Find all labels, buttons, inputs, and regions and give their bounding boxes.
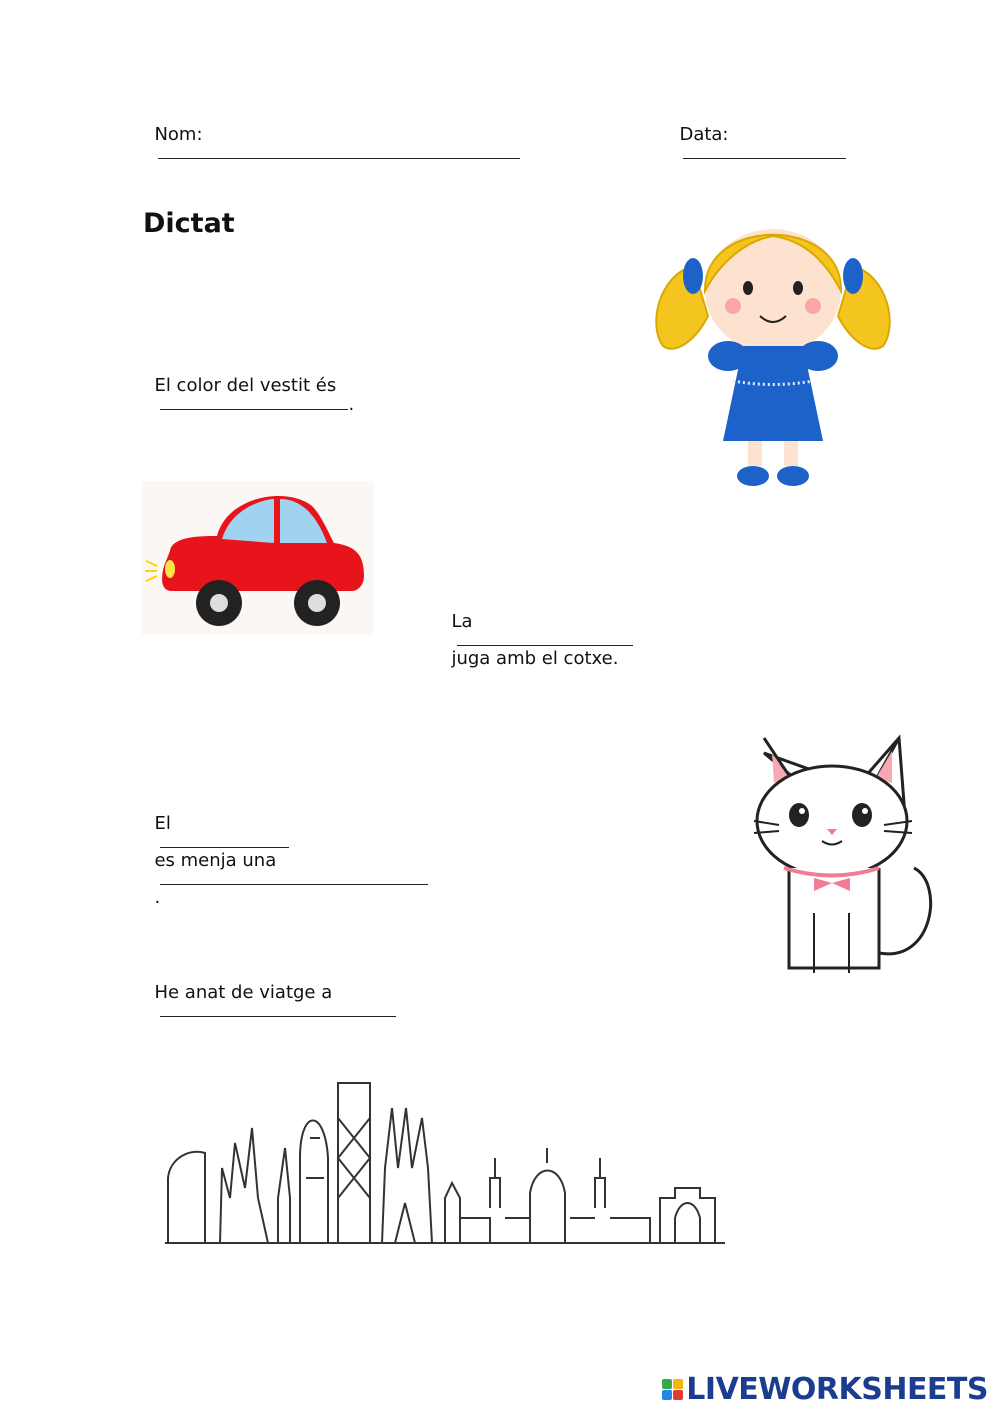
logo-text: LIVEWORKSHEETS bbox=[686, 1372, 988, 1407]
sentence-4-blank[interactable] bbox=[160, 1002, 396, 1017]
sentence-2 bbox=[440, 595, 639, 668]
date-label: Data: bbox=[679, 124, 729, 145]
sentence-3-start: El bbox=[154, 813, 171, 834]
girl-illustration bbox=[648, 196, 898, 494]
sentence-4 bbox=[143, 966, 396, 1021]
sentence-1-end: . bbox=[348, 394, 355, 415]
sentence-3-end: . bbox=[154, 887, 161, 908]
name-field-row bbox=[143, 108, 520, 163]
sentence-3-middle: es menja una bbox=[154, 850, 277, 871]
name-blank[interactable] bbox=[158, 144, 520, 159]
sentence-2-blank[interactable] bbox=[457, 631, 633, 646]
sentence-3 bbox=[143, 797, 436, 907]
sentence-1 bbox=[143, 359, 354, 414]
liveworksheets-logo[interactable] bbox=[662, 1372, 988, 1407]
logo-badge-icon bbox=[662, 1379, 683, 1400]
sentence-2-start: La bbox=[451, 611, 473, 632]
sentence-1-blank[interactable] bbox=[160, 395, 348, 410]
car-illustration bbox=[142, 481, 374, 635]
sentence-3-blank-2[interactable] bbox=[160, 870, 428, 885]
date-blank[interactable] bbox=[683, 144, 846, 159]
skyline-illustration bbox=[160, 1078, 726, 1248]
sentence-4-start: He anat de viatge a bbox=[154, 982, 333, 1003]
name-label: Nom: bbox=[154, 124, 203, 145]
date-field-row bbox=[668, 108, 846, 163]
cat-illustration bbox=[744, 733, 944, 983]
sentence-1-start: El color del vestit és bbox=[154, 375, 337, 396]
sentence-2-end: juga amb el cotxe. bbox=[451, 648, 619, 669]
page-title: Dictat bbox=[143, 208, 235, 239]
sentence-3-blank-1[interactable] bbox=[160, 833, 289, 848]
